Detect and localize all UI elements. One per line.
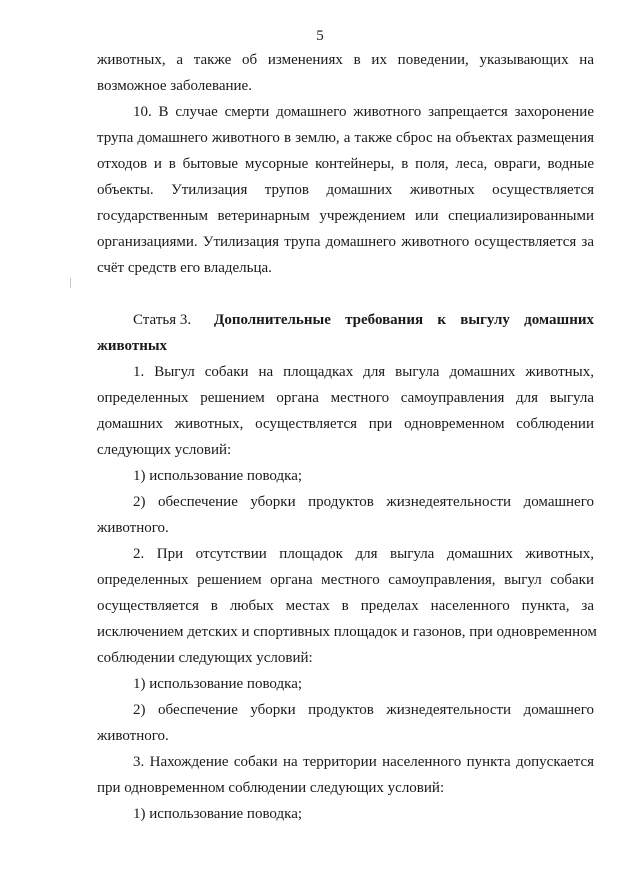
text-line: исключением детских и спортивных площадок и газонов, при одновременном (97, 624, 597, 640)
article-heading-cont: животных (97, 338, 168, 354)
list-item: 2) обеспечение уборки продуктов жизнедеятельности домашнего (133, 494, 594, 510)
text-line: 3. Нахождение собаки на территории населенного пункта допускается (133, 754, 594, 770)
text-line: осуществляется в любых местах в пределах населенного пункта, за (97, 598, 594, 614)
text-line: при одновременном соблюдении следующих условий: (97, 780, 445, 796)
text-line: объекты. Утилизация трупов домашних животных осуществляется (97, 182, 594, 198)
text-line: 10. В случае смерти домашнего животного запрещается захоронение (133, 104, 594, 120)
list-item: 1) использование поводка; (133, 468, 303, 484)
list-item: 1) использование поводка; (133, 676, 303, 692)
text-line: отходов и в бытовые мусорные контейнеры, в поля, леса, овраги, водные (97, 156, 594, 172)
text-line: счёт средств его владельца. (97, 260, 272, 276)
text-line: домашних животных, осуществляется при одновременном соблюдении (97, 416, 594, 432)
text-line: определенных решением органа местного самоуправления для выгула (97, 390, 594, 406)
page-number: 5 (316, 28, 324, 44)
text-line: организациями. Утилизация трупа домашнего животного осуществляется за (97, 234, 594, 250)
article-label: Статья 3. (133, 312, 192, 328)
list-item: 1) использование поводка; (133, 806, 303, 822)
text-line: следующих условий: (97, 442, 232, 458)
text-line: животного. (97, 520, 169, 536)
text-line: определенных решением органа местного самоуправления, выгул собаки (97, 572, 594, 588)
text-line: соблюдении следующих условий: (97, 650, 313, 666)
text-line: 2. При отсутствии площадок для выгула домашних животных, (133, 546, 594, 562)
text-line: возможное заболевание. (97, 78, 252, 94)
text-line: государственным ветеринарным учреждением или специализированными (97, 208, 594, 224)
text-line: животных, а также об изменениях в их поведении, указывающих на (97, 52, 594, 68)
article-heading: Дополнительные требования к выгулу домашних (214, 312, 594, 328)
text-line: трупа домашнего животного в землю, а также сброс на объектах размещения (97, 130, 594, 146)
margin-mark (70, 278, 71, 288)
text-line: животного. (97, 728, 169, 744)
text-line: 1. Выгул собаки на площадках для выгула домашних животных, (133, 364, 594, 380)
list-item: 2) обеспечение уборки продуктов жизнедеятельности домашнего (133, 702, 594, 718)
